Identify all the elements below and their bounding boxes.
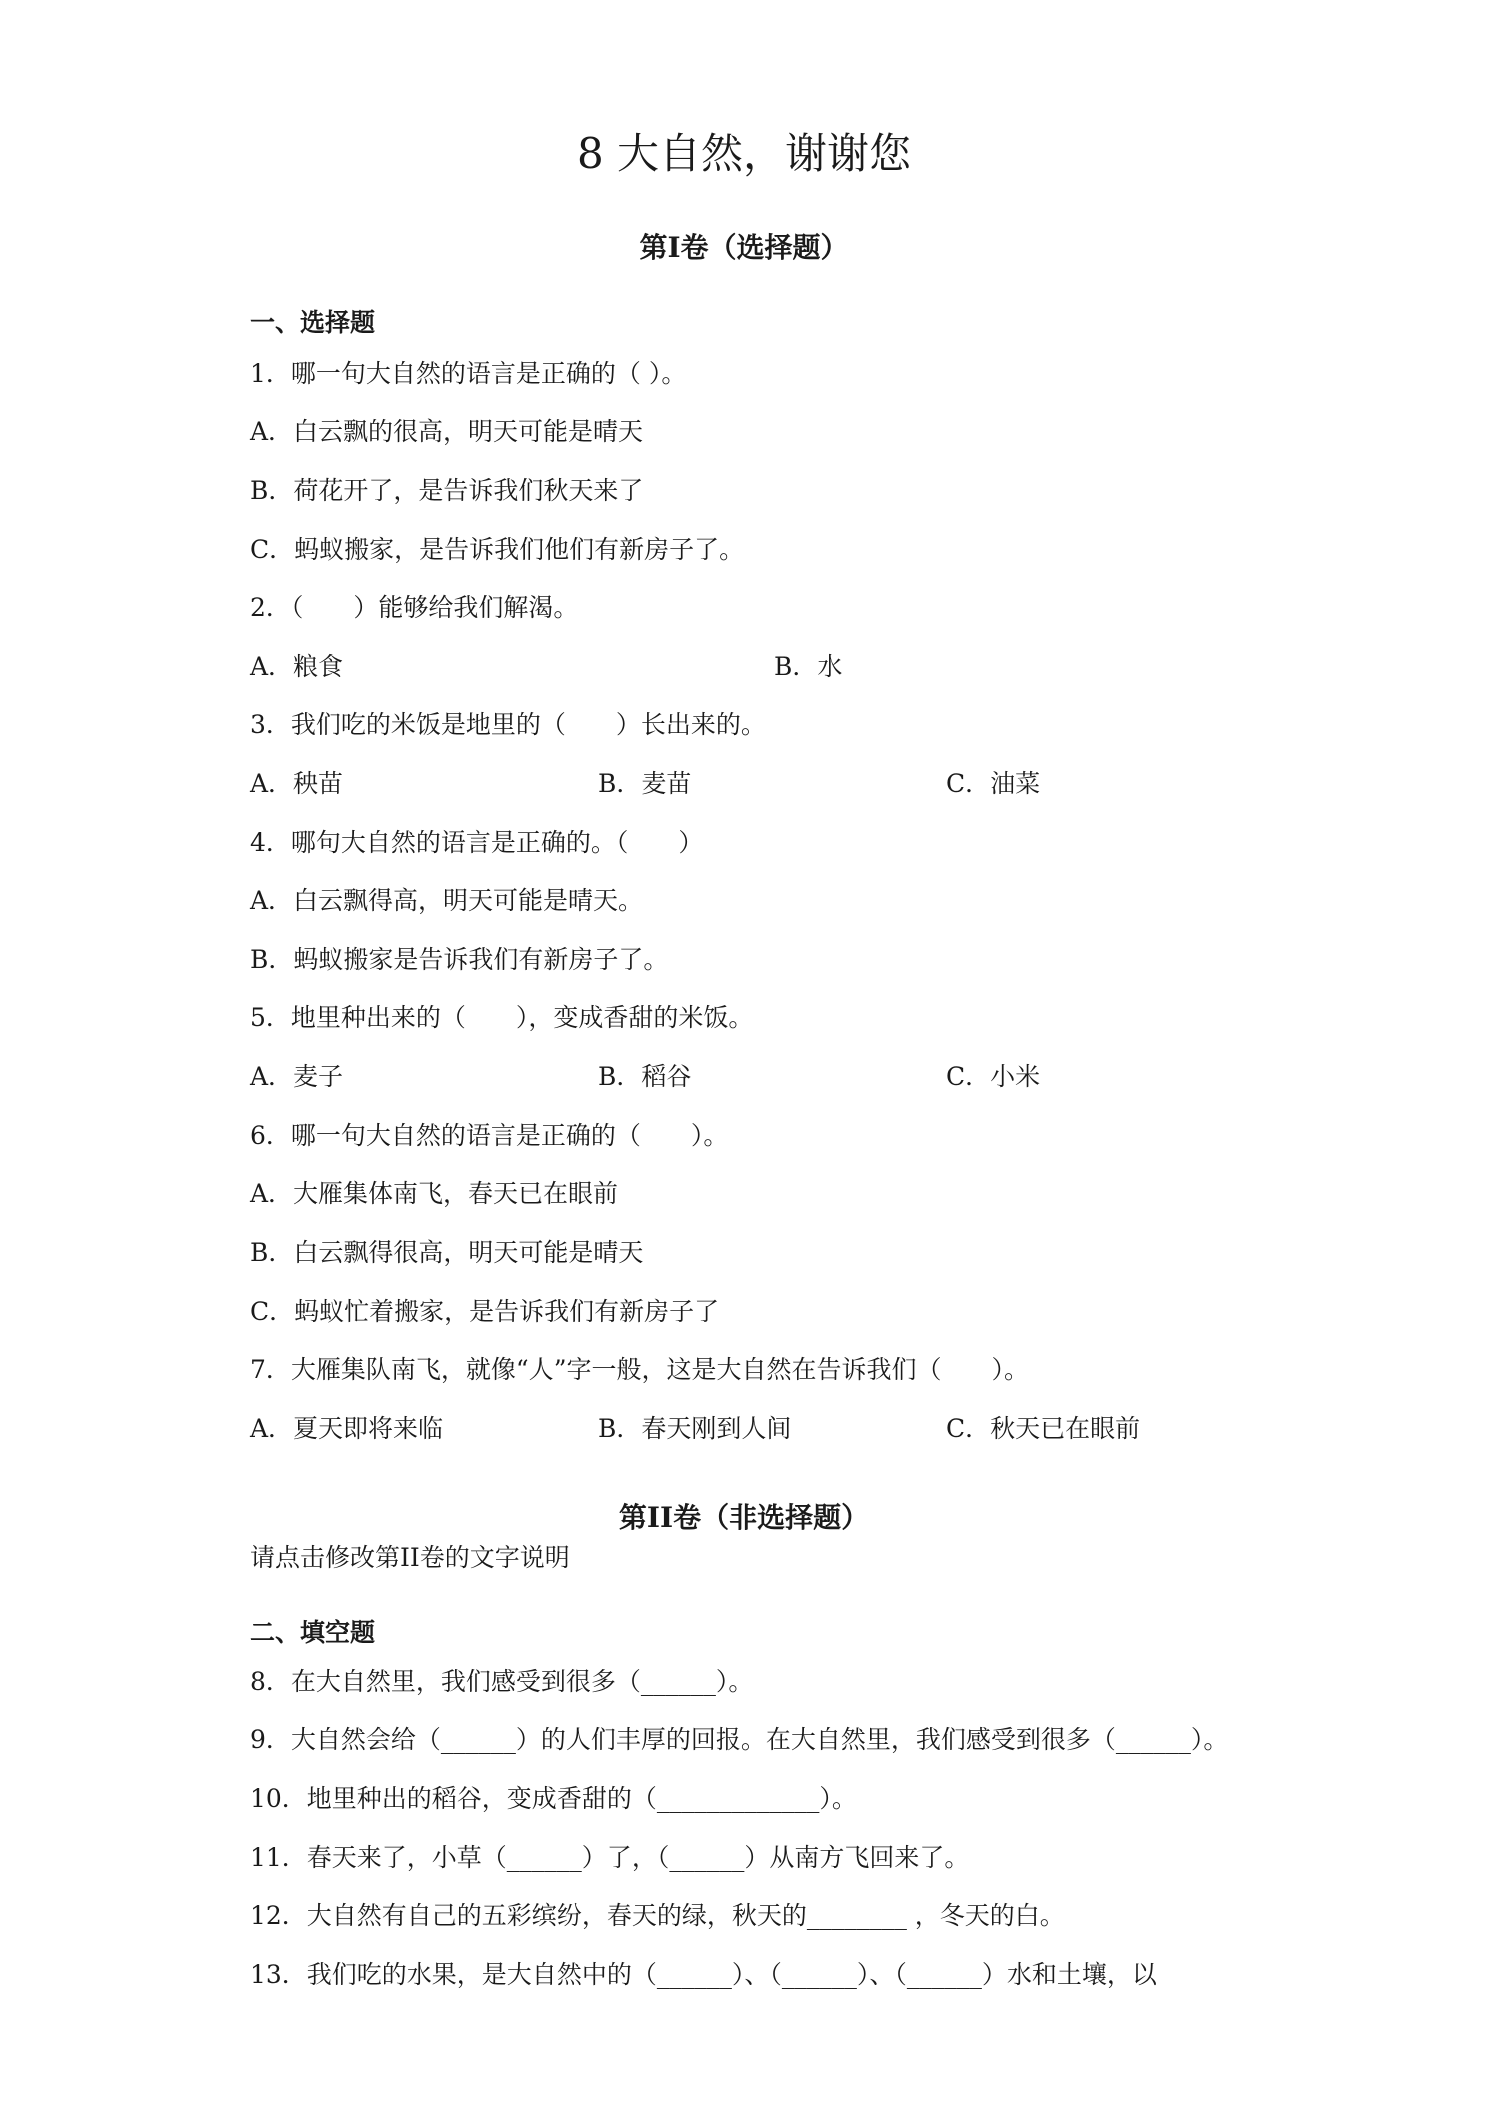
- page-title: 8 大自然，谢谢您: [576, 129, 912, 178]
- question-4-option-a: A．白云飘得高，明天可能是晴天。: [250, 886, 644, 915]
- question-2-option-a: A．粮食: [250, 652, 344, 681]
- question-10: 10．地里种出的稻谷，变成香甜的（_____________）。: [250, 1784, 857, 1813]
- question-1-option-b: B．荷花开了，是告诉我们秋天来了: [250, 476, 644, 505]
- question-5-option-c: C．小米: [946, 1062, 1041, 1091]
- question-2: 2．（ ）能够给我们解渴。: [250, 593, 579, 622]
- question-7-option-c: C．秋天已在眼前: [946, 1414, 1141, 1443]
- question-7: 7．大雁集队南飞，就像“人”字一般，这是大自然在告诉我们（ ）。: [250, 1355, 1029, 1384]
- question-7-option-a: A．夏天即将来临: [250, 1414, 444, 1443]
- question-4-option-b: B．蚂蚁搬家是告诉我们有新房子了。: [250, 945, 669, 974]
- question-11: 11．春天来了，小草（______）了，（______）从南方飞回来了。: [250, 1843, 970, 1872]
- question-4: 4．哪句大自然的语言是正确的。（ ）: [250, 828, 704, 857]
- question-8: 8．在大自然里，我们感受到很多（______）。: [250, 1667, 754, 1696]
- question-5: 5．地里种出来的（ ），变成香甜的米饭。: [250, 1003, 754, 1032]
- question-6: 6．哪一句大自然的语言是正确的（ ）。: [250, 1121, 729, 1150]
- question-3-option-c: C．油菜: [946, 769, 1041, 798]
- question-1-option-c: C．蚂蚁搬家，是告诉我们他们有新房子了。: [250, 535, 745, 564]
- question-3-option-a: A．秧苗: [250, 769, 344, 798]
- part1-title: 第Ⅰ卷（选择题）: [639, 231, 849, 264]
- question-3: 3．我们吃的米饭是地里的（ ）长出来的。: [250, 710, 766, 739]
- question-2-option-b: B．水: [774, 652, 843, 681]
- question-3-option-b: B．麦苗: [598, 769, 692, 798]
- section-fill-heading: 二、填空题: [250, 1618, 376, 1647]
- question-6-option-c: C．蚂蚁忙着搬家，是告诉我们有新房子了: [250, 1297, 720, 1326]
- question-13: 13．我们吃的水果，是大自然中的（______）、（______）、（______）水和土壤，以: [250, 1960, 1157, 1989]
- question-6-option-a: A．大雁集体南飞，春天已在眼前: [250, 1179, 619, 1208]
- part2-title: 第II卷（非选择题）: [618, 1501, 870, 1534]
- question-5-option-b: B．稻谷: [598, 1062, 692, 1091]
- question-12: 12．大自然有自己的五彩缤纷，春天的绿，秋天的________ ，冬天的白。: [250, 1901, 1065, 1930]
- question-1-option-a: A．白云飘的很高，明天可能是晴天: [250, 417, 644, 446]
- question-6-option-b: B．白云飘得很高，明天可能是晴天: [250, 1238, 644, 1267]
- question-5-option-a: A．麦子: [250, 1062, 344, 1091]
- question-9: 9．大自然会给（______）的人们丰厚的回报。在大自然里，我们感受到很多（______）。: [250, 1725, 1229, 1754]
- section-choice-heading: 一、选择题: [250, 308, 376, 337]
- question-7-option-b: B．春天刚到人间: [598, 1414, 792, 1443]
- question-1: 1．哪一句大自然的语言是正确的（ ）。: [250, 359, 687, 388]
- part2-note: 请点击修改第II卷的文字说明: [250, 1543, 570, 1572]
